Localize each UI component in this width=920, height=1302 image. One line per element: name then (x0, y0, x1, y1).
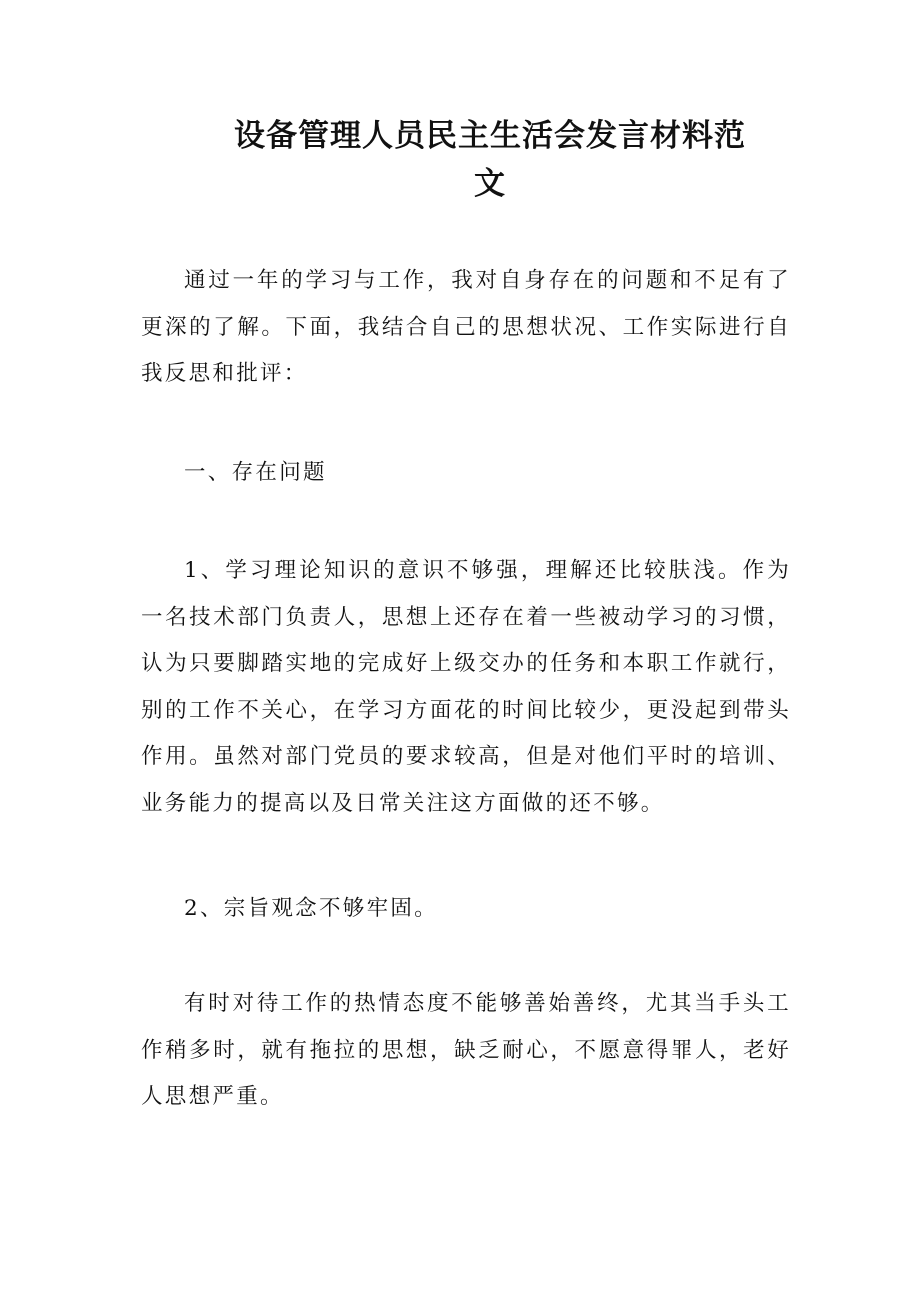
problem-item-2: 2、宗旨观念不够牢固。 (184, 896, 438, 921)
problem-item-2-detail: 有时对待工作的热情态度不能够善始善终，尤其当手头工作稍多时，就有拖拉的思想，缺乏耐心，不愿意得罪人，老好人思想严重。 (141, 991, 791, 1109)
title-line-1: 设备管理人员民主生活会发言材料范 (234, 118, 746, 154)
section-heading-problems: 一、存在问题 (184, 460, 327, 485)
problem-item-1: 1、学习理论知识的意识不够强，理解还比较肤浅。作为一名技术部门负责人，思想上还存在着一些被动学习的习惯，认为只要脚踏实地的完成好上级交办的任务和本职工作就行，别的工作不关心，在学习方面花的时间比较少，更没起到带头作用。虽然对部门党员的要求较高，但是对他们平时的培训、业务能力的提高以及日常关注这方面做的还不够。 (141, 558, 791, 816)
title-line-2: 文 (474, 166, 506, 202)
document-title (180, 112, 800, 208)
intro-paragraph: 通过一年的学习与工作，我对自身存在的问题和不足有了更深的了解。下面，我结合自己的思想状况、工作实际进行自我反思和批评： (141, 268, 791, 386)
